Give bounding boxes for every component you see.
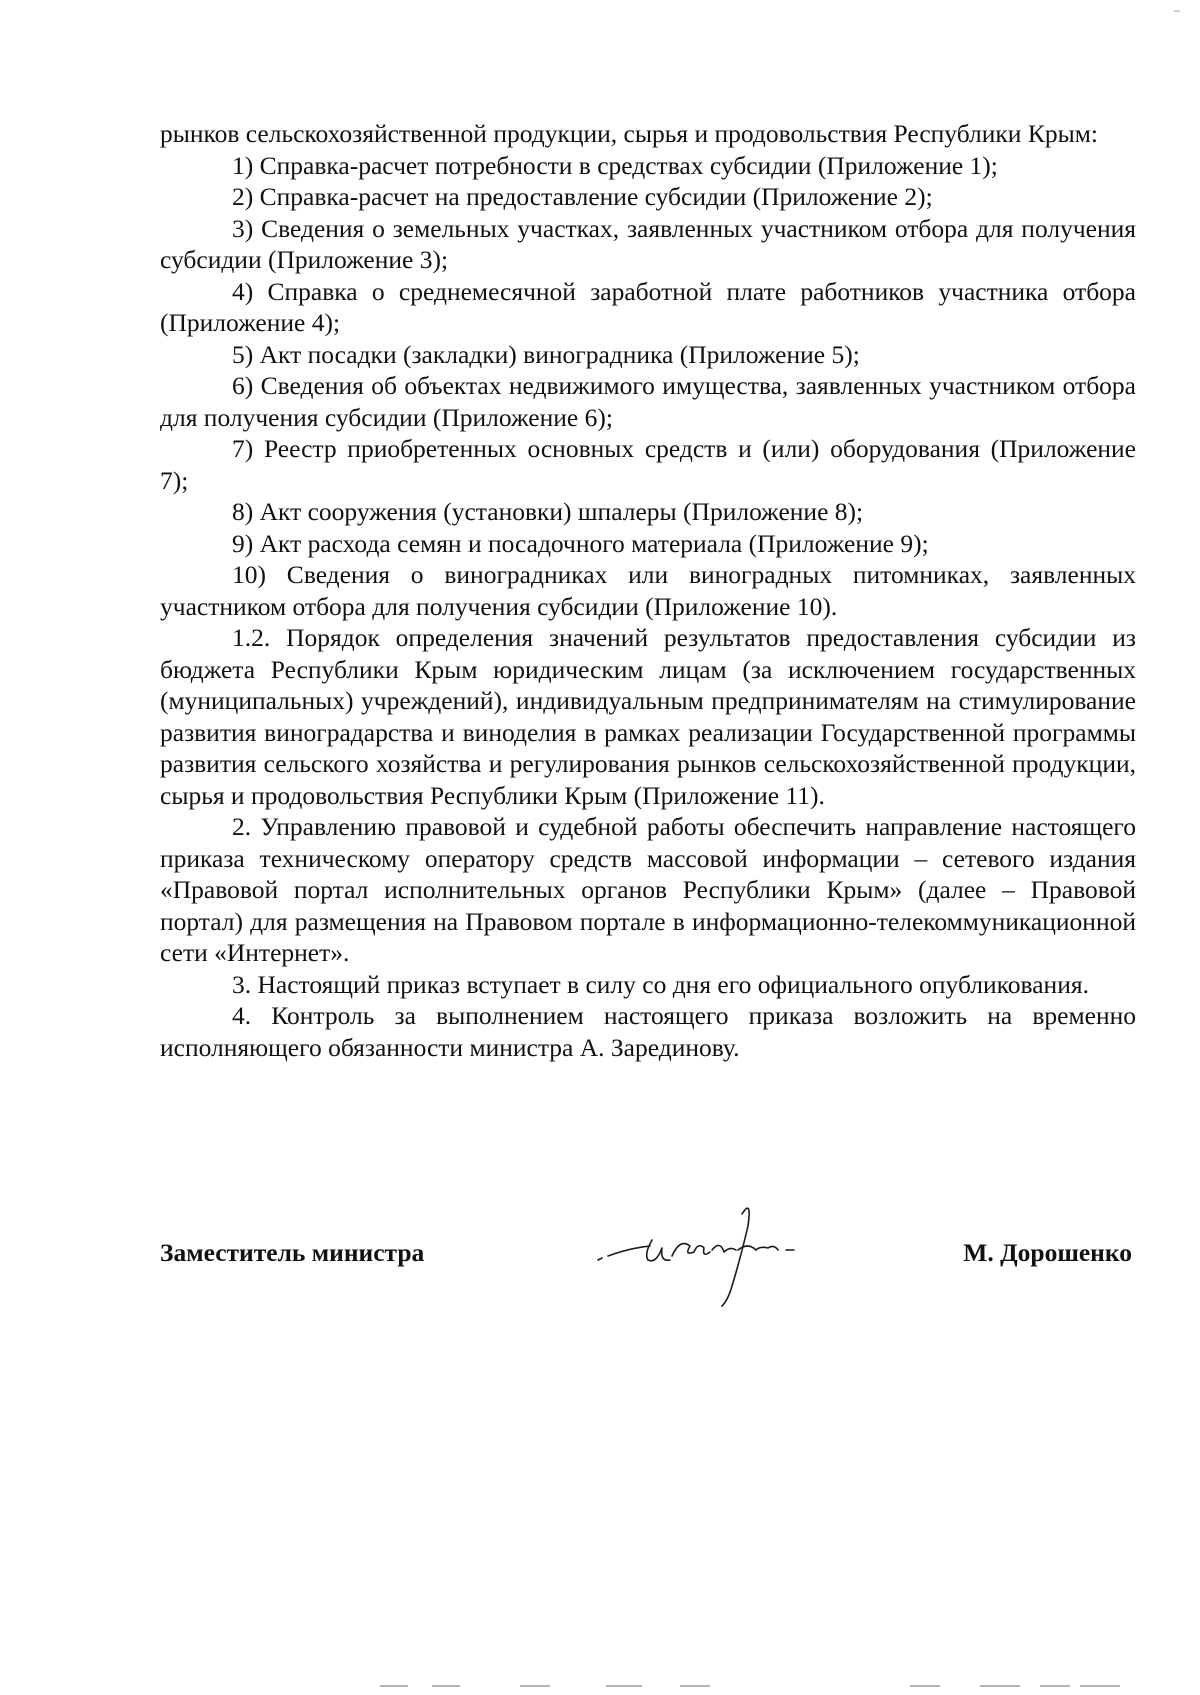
- paragraph: 2. Управлению правовой и судебной работы обеспечить направление настоящего приказа техническому оператору средств массовой информации – сетевого издания «Правовой портал исполнительных органов Республики Крым» (далее – Правовой портал) для размещения на Правовом портале в информационно-телекоммуникационной сети «Интернет».: [160, 812, 1136, 967]
- paragraph: 2) Справка-расчет на предоставление субсидии (Приложение 2);: [232, 182, 933, 211]
- paragraph: 3. Настоящий приказ вступает в силу со дня его официального опубликования.: [232, 969, 1089, 999]
- paragraph: 9) Акт расхода семян и посадочного материала (Приложение 9);: [232, 528, 929, 558]
- handwritten-signature: [590, 1190, 820, 1310]
- scan-artifact-lines: [380, 1683, 1180, 1689]
- paragraph: 1) Справка-расчет потребности в средствах субсидии (Приложение 1);: [232, 150, 998, 180]
- scan-artifact-dot: [1174, 10, 1180, 12]
- paragraph: 4) Справка о среднемесячной заработной плате работников участника отбора (Приложение 4);: [160, 276, 1136, 337]
- paragraph: 3) Сведения о земельных участках, заявленных участником отбора для получения субсидии (Приложение 3);: [160, 213, 1136, 274]
- paragraph: 7) Реестр приобретенных основных средств и (или) оборудования (Приложение 7);: [160, 434, 1136, 495]
- paragraph: 1.2. Порядок определения значений результатов предоставления субсидии из бюджета Республики Крым юридическим лицам (за исключением государственных (муниципальных) учреждений), индивидуальным предпринимателям на стимулирование развития виноградарства и виноделия в рамках реализации Государственной программы развития сельского хозяйства и регулирования рынков сельскохозяйственной продукции, сырья и продовольствия Республики Крым (Приложение 11).: [160, 623, 1136, 810]
- document-body: [160, 118, 1136, 1063]
- signatory-name: М. Дорошенко: [963, 1238, 1132, 1267]
- paragraph: 5) Акт посадки (закладки) виноградника (Приложение 5);: [232, 339, 860, 369]
- paragraph: 8) Акт сооружения (установки) шпалеры (Приложение 8);: [232, 497, 864, 526]
- paragraph: 6) Сведения об объектах недвижимого имущества, заявленных участником отбора для получения субсидии (Приложение 6);: [160, 371, 1136, 432]
- signature-block: [160, 1190, 1136, 1310]
- paragraph: 10) Сведения о виноградниках или виноградных питомниках, заявленных участником отбора для получения субсидии (Приложение 10).: [160, 560, 1136, 621]
- signatory-title: Заместитель министра: [160, 1238, 425, 1267]
- paragraph: 4. Контроль за выполнением настоящего приказа возложить на временно исполняющего обязанности министра А. Зарединову.: [160, 1001, 1136, 1062]
- paragraph: рынков сельскохозяйственной продукции, сырья и продовольствия Республики Крым:: [160, 119, 1098, 148]
